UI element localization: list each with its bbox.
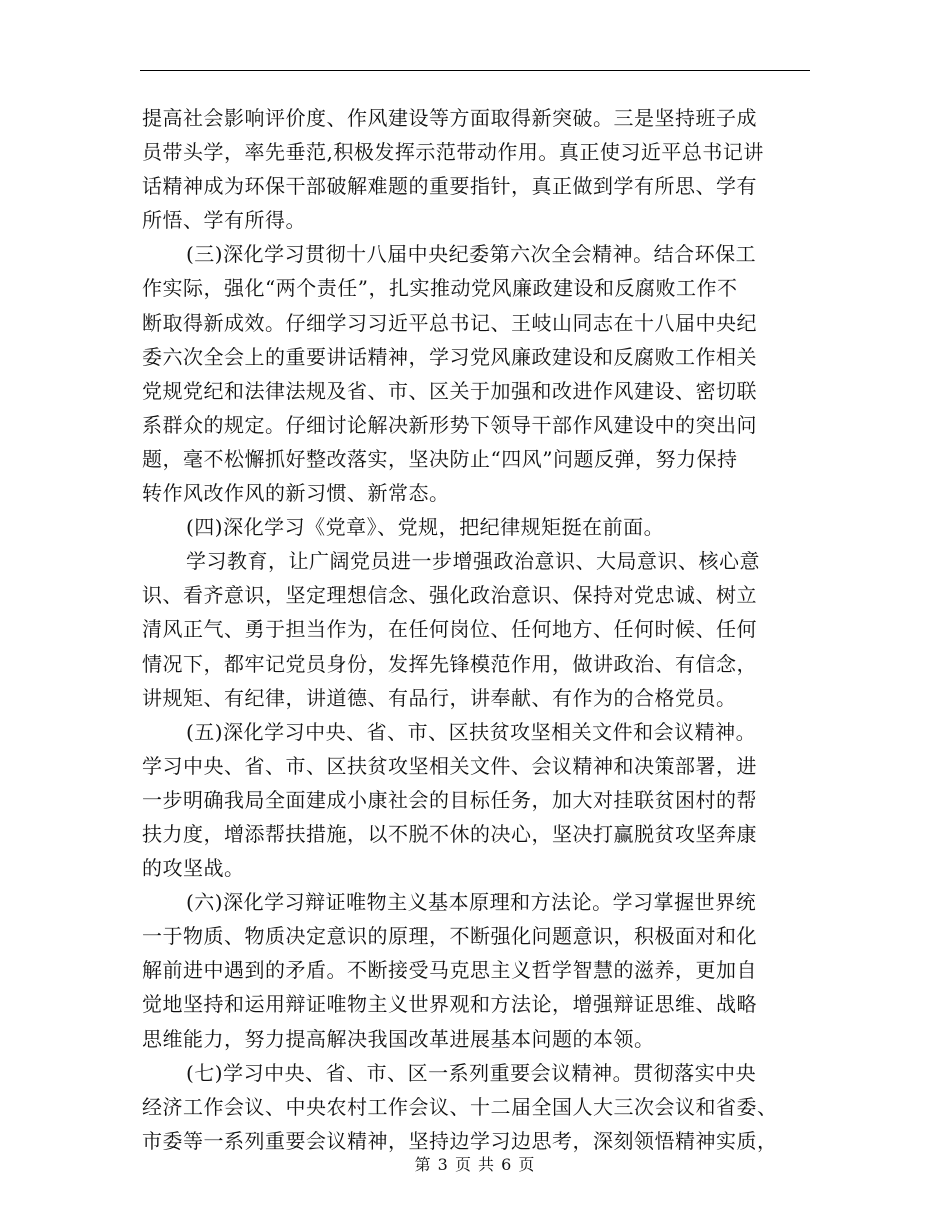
text-line: 员带头学，率先垂范,积极发挥示范带动作用。真正使习近平总书记讲 — [142, 140, 764, 165]
text-line: (四)深化学习《党章》、党规，把纪律规矩挺在前面。 — [186, 515, 665, 540]
text-line: 一步明确我局全面建成小康社会的目标任务，加大对挂联贫困村的帮 — [142, 787, 757, 812]
body-text — [142, 101, 812, 1158]
text-line: 经济工作会议、中央农村工作会议、十二届全国人大三次会议和省委、 — [142, 1094, 778, 1119]
text-line: 系群众的规定。仔细讨论解决新形势下领导干部作风建设中的突出问 — [142, 412, 757, 437]
text-line: 识、看齐意识，坚定理想信念、强化政治意识、保持对党忠诚、树立 — [142, 583, 757, 608]
text-line: 讲规矩、有纪律，讲道德、有品行，讲奉献、有作为的合格党员。 — [142, 685, 737, 710]
text-line: 扶力度，增添帮扶措施，以不脱不休的决心，坚决打赢脱贫攻坚奔康 — [142, 821, 757, 846]
text-line: 题，毫不松懈抓好整改落实，坚决防止“四风”问题反弹，努力保持 — [142, 446, 738, 471]
text-line: (六)深化学习辩证唯物主义基本原理和方法论。学习掌握世界统 — [186, 890, 757, 915]
text-line: 觉地坚持和运用辩证唯物主义世界观和方法论，增强辩证思维、战略 — [142, 992, 757, 1017]
text-line: 转作风改作风的新习惯、新常态。 — [142, 481, 450, 506]
text-line: 委六次全会上的重要讲话精神，学习党风廉政建设和反腐败工作相关 — [142, 344, 757, 369]
text-line: 的攻坚战。 — [142, 856, 245, 881]
text-line: 党规党纪和法律法规及省、市、区关于加强和改进作风建设、密切联 — [142, 378, 757, 403]
text-line: 清风正气、勇于担当作为，在任何岗位、任何地方、任何时候、任何 — [142, 617, 757, 642]
text-line: 所悟、学有所得。 — [142, 208, 306, 233]
header-rule — [140, 70, 810, 71]
text-line: 市委等一系列重要会议精神，坚持边学习边思考，深刻领悟精神实质， — [142, 1128, 778, 1153]
text-line: 一于物质、物质决定意识的原理，不断强化问题意识，积极面对和化 — [142, 924, 757, 949]
text-line: 情况下，都牢记党员身份，发挥先锋模范作用，做讲政治、有信念， — [142, 651, 757, 676]
page-footer: 第 3 页 共 6 页 — [414, 1155, 536, 1174]
text-line: 提高社会影响评价度、作风建设等方面取得新突破。三是坚持班子成 — [142, 106, 757, 130]
text-line: 解前进中遇到的矛盾。不断接受马克思主义哲学智慧的滋养，更加自 — [142, 958, 757, 983]
text-line: (七)学习中央、省、市、区一系列重要会议精神。贯彻落实中央 — [186, 1060, 757, 1085]
text-line: 断取得新成效。仔细学习习近平总书记、王岐山同志在十八届中央纪 — [142, 310, 757, 335]
text-line: (五)深化学习中央、省、市、区扶贫攻坚相关文件和会议精神。 — [186, 719, 757, 744]
text-line: 作实际，强化“两个责任”，扎实推动党风廉政建设和反腐败工作不 — [142, 276, 738, 301]
text-line: 话精神成为环保干部破解难题的重要指针，真正做到学有所思、学有 — [142, 174, 757, 199]
text-line: (三)深化学习贯彻十八届中央纪委第六次全会精神。结合环保工 — [186, 242, 757, 267]
text-line: 学习教育，让广阔党员进一步增强政治意识、大局意识、核心意 — [186, 549, 760, 574]
text-line: 思维能力，努力提高解决我国改革进展基本问题的本领。 — [142, 1026, 655, 1051]
text-line: 学习中央、省、市、区扶贫攻坚相关文件、会议精神和决策部署，进 — [142, 753, 757, 778]
